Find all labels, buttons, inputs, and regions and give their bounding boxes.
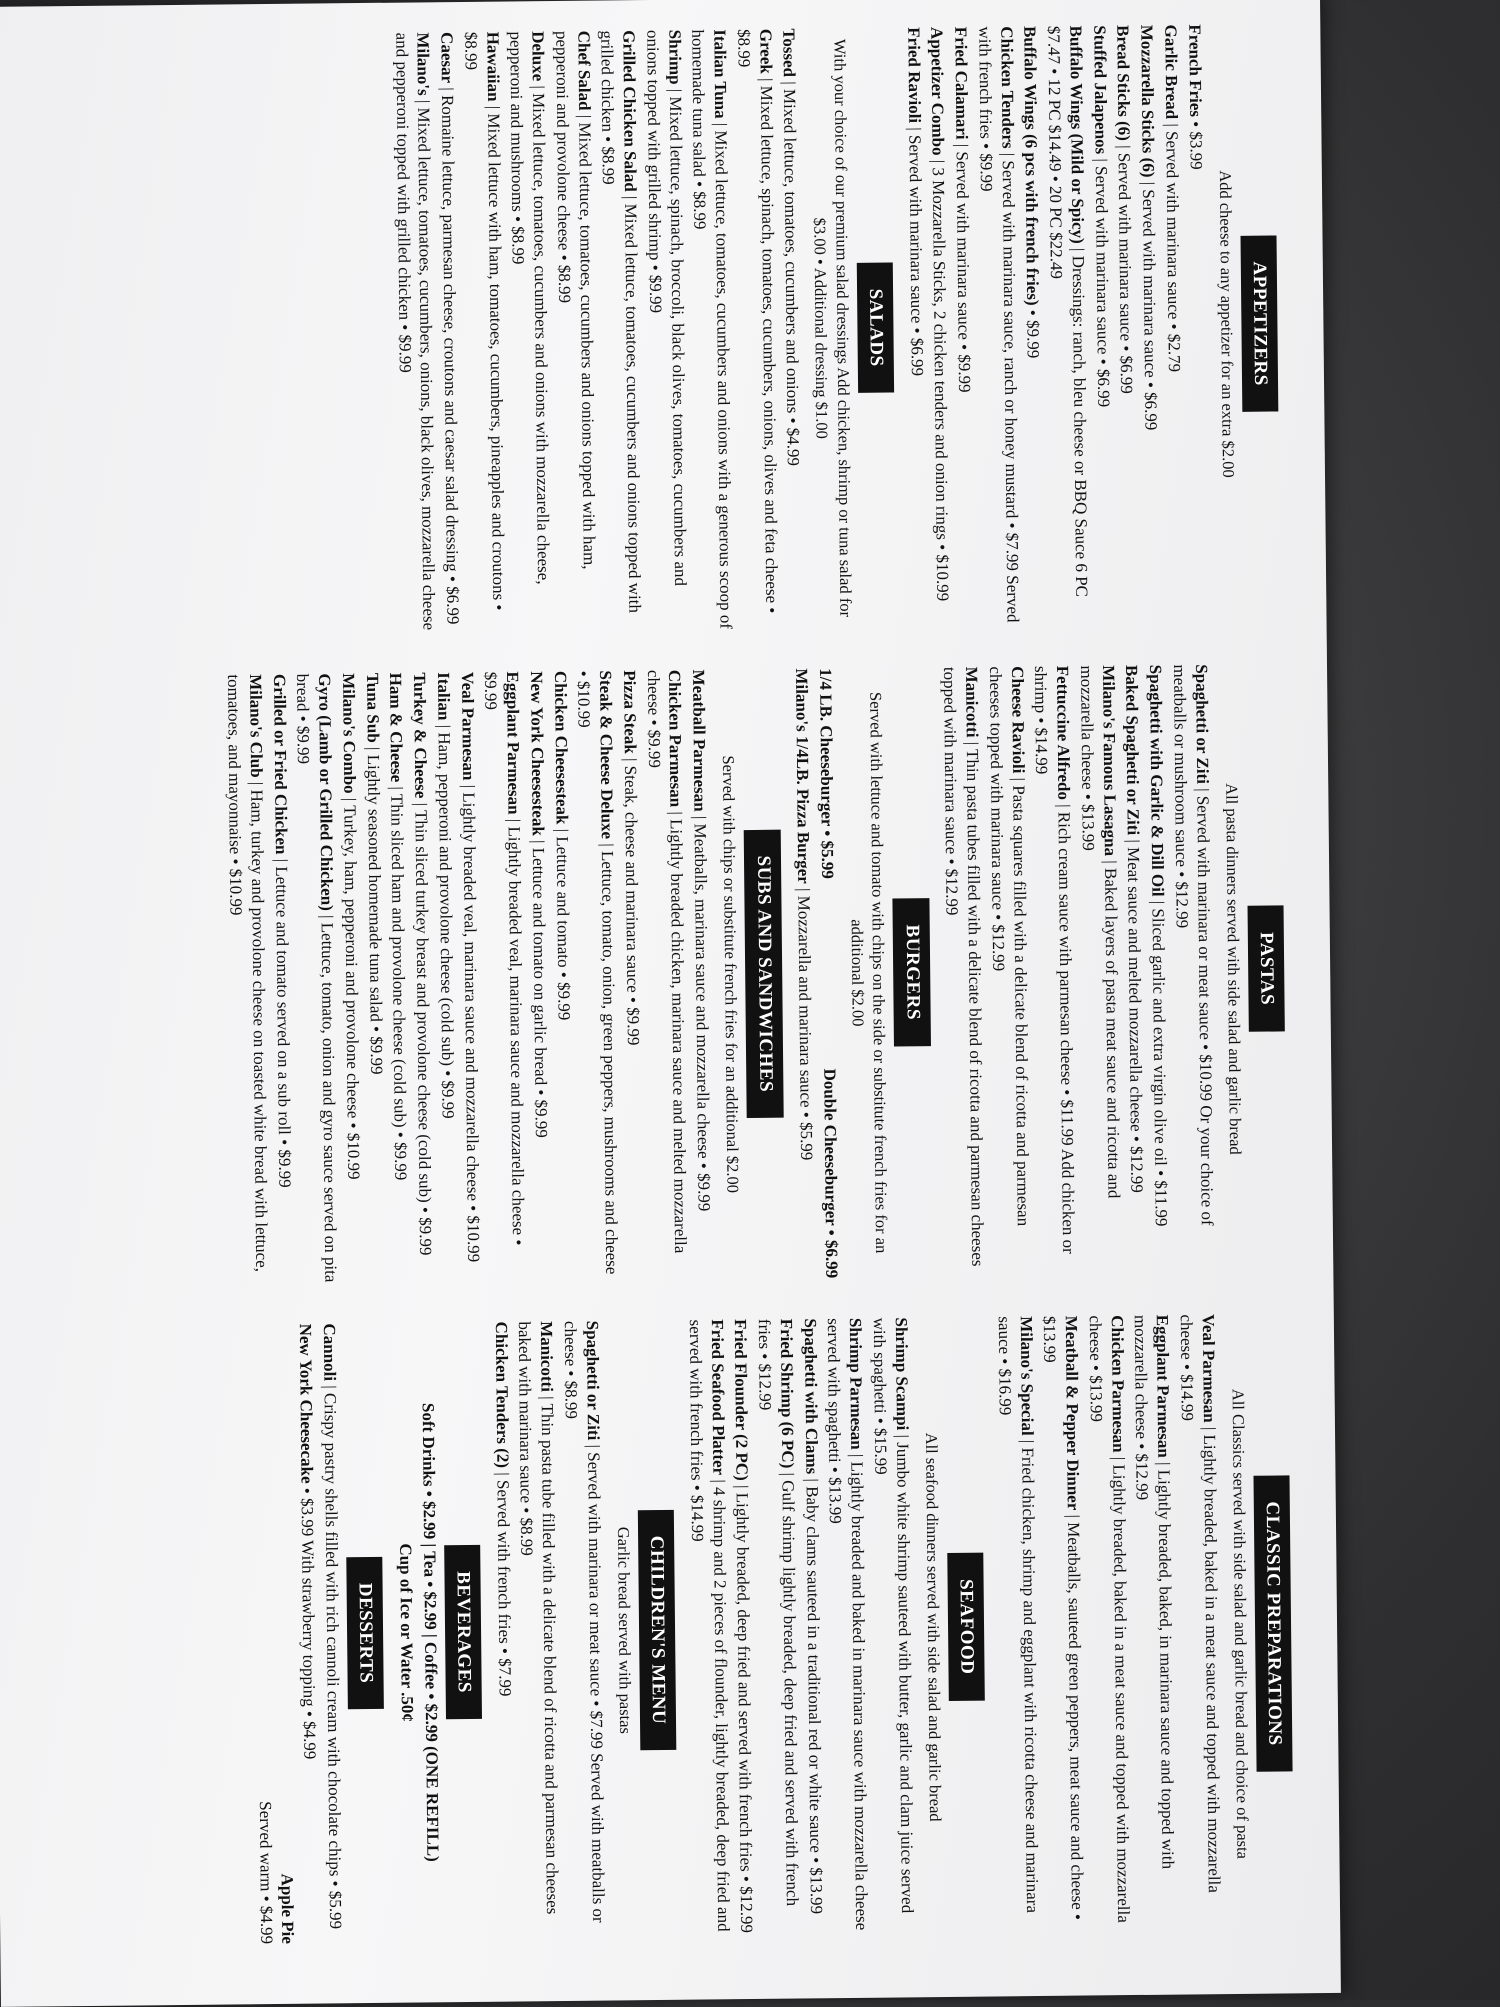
menu-item-name: Milano's Special xyxy=(1016,1316,1037,1436)
menu-item-name: Fried Ravioli xyxy=(903,27,924,124)
menu-item-name: Fettuccine Alfredo xyxy=(1053,665,1074,801)
menu-item-name: Bread Sticks (6) xyxy=(1113,24,1134,141)
menu-item-name: Caesar xyxy=(437,32,457,84)
menu-item-desc: | Mixed lettuce, tomatoes, cucumbers and onions with mozzarella cheese, pepperoni and mushrooms • $8.99 xyxy=(506,31,554,585)
menu-item-desc: | Rich cream sauce with parmesan cheese • $11.99 Add chicken or shrimp • $14.99 xyxy=(1031,665,1079,1254)
seafood-note: All seafood dinners served with side salad and garlic bread xyxy=(921,1432,945,1822)
menu-item-name: Chef Salad xyxy=(573,30,594,111)
menu-item xyxy=(642,670,692,1280)
menu-item-desc: | Crispy pastry shells filled with rich cannoli cream with chocolate chips • $5.99 xyxy=(320,1380,346,1930)
classic-header: CLASSIC PREPARATIONS xyxy=(1253,1475,1292,1772)
desserts-section xyxy=(249,1323,391,1944)
appetizers-section xyxy=(902,23,1284,627)
children-header: CHILDREN'S MENU xyxy=(638,1510,677,1751)
left-column xyxy=(382,23,1284,632)
menu-item-desc: | Mixed lettuce, spinach, broccoli, black olives, tomatoes, cucumbers and onions topped with grilled shrimp • $9.99 xyxy=(643,29,690,587)
menu-item-desc: | Served with marinara sauce • $6.99 xyxy=(1091,154,1113,408)
menu-item-desc: | Mozzarella and marinara sauce • $5.99 xyxy=(794,883,817,1161)
seafood-list xyxy=(684,1317,918,1939)
appetizers-header: APPETIZERS xyxy=(1240,235,1278,412)
menu-item xyxy=(822,1318,872,1938)
menu-item-desc: | Served with french fries • $7.99 xyxy=(493,1467,515,1697)
menu-item xyxy=(939,667,989,1277)
menu-item-desc: | Gulf shrimp lightly breaded, deep fried and served with french fries • $12.99 xyxy=(754,1318,802,1907)
menu-item-name: Turkey & Cheese xyxy=(410,672,431,799)
menu-item-name: Chicken Cheesesteak xyxy=(550,670,572,825)
menu-item-name: Spaghetti with Clams xyxy=(800,1318,822,1475)
menu-item-name: Milano's Club xyxy=(245,674,266,778)
salads-note: With your choice of our premium salad dressings Add chicken, shrimp or tuna salad for $3.00 • Additional dressing $1.00 xyxy=(810,38,855,618)
beverages-header: BEVERAGES xyxy=(444,1545,482,1719)
menu-item-desc: | Lightly breaded veal, marinara sauce and mozzarella cheese • $10.99 xyxy=(458,780,483,1263)
menu-item xyxy=(684,1319,734,1939)
menu-item xyxy=(687,669,715,1279)
children-note: Garlic bread served with pastas xyxy=(613,1526,635,1734)
menu-item-name: Baked Spaghetti or Ziti xyxy=(1122,664,1144,836)
seafood-header: SEAFOOD xyxy=(947,1553,985,1701)
salads-list xyxy=(390,28,806,632)
menu-item-desc: | Lettuce, tomato, onion, green peppers, mushrooms and cheese • $10.99 xyxy=(574,670,622,1275)
menu-item-desc: | Meat sauce and melted mozzarella cheese • $12.99 xyxy=(1124,835,1147,1193)
menu-item xyxy=(993,1316,1043,1936)
menu-item xyxy=(1038,1316,1088,1936)
menu-item-name: Shrimp Scampi xyxy=(891,1317,912,1431)
menu-item-desc: | Lettuce and tomato on garlic bread • $9.99 xyxy=(528,835,551,1138)
seafood-section xyxy=(684,1317,991,1940)
pastas-note: All pasta dinners served with side salad and garlic bread xyxy=(1221,783,1245,1155)
menu-item-name: Grilled or Fried Chicken xyxy=(269,673,291,855)
menu-item-desc: | Served with marinara or meat sauce • $7.99 Served with meatballs or cheese • $8.99 xyxy=(560,1320,608,1923)
menu-item-desc: • $9.99 xyxy=(1023,305,1044,359)
menu-item-desc: | Served with marinara sauce • $6.99 xyxy=(904,122,927,377)
menu-item-desc: | Served with marinara or meat sauce • $10.99 Or your choice of meatballs or mushroom sauce • $12.99 xyxy=(1169,664,1217,1226)
subs-header: SUBS AND SANDWICHES xyxy=(744,829,783,1118)
menu-item-name: Shrimp xyxy=(664,29,685,85)
menu-item-name: Meatball & Pepper Dinner xyxy=(1061,1315,1083,1511)
menu-item-desc: | Lettuce and tomato served on a sub roll • $9.99 xyxy=(271,854,295,1188)
menu-item-desc: | Served with marinara sauce • $2.79 xyxy=(1162,119,1184,373)
menu-item xyxy=(292,673,342,1283)
classic-list xyxy=(993,1314,1225,1936)
menu-item-desc: | Lightly breaded veal, marinara sauce and mozzarella cheese • $9.99 xyxy=(481,671,529,1246)
menu-item-desc: | Lightly seasoned homemade tuna salad • $9.99 xyxy=(363,742,386,1075)
menu-item-name: Veal Parmesan xyxy=(1198,1314,1219,1423)
menu-item-name: Fried Flounder (2 PC) xyxy=(731,1319,752,1481)
menu-item xyxy=(1030,666,1080,1276)
menu-item-name: Fried Seafood Platter xyxy=(707,1319,729,1476)
menu-item-desc: | Thin sliced ham and provolone cheese (cold sub) • $9.99 xyxy=(387,782,411,1181)
menu-item xyxy=(641,30,691,630)
subs-list xyxy=(222,669,715,1284)
menu-item-name: Mozzarella Sticks (6) xyxy=(1137,24,1158,178)
subs-section xyxy=(222,669,789,1285)
menu-item-desc: | Jumbo white shrimp sauteed with butter, garlic and clam juice served with spaghetti • $15.99 xyxy=(869,1317,917,1914)
menu-item-desc: | Lettuce, tomato, onion and gyro sauce served on pita bread • $9.99 xyxy=(293,673,341,1283)
menu-item xyxy=(753,1319,803,1939)
menu-item-name: Garlic Bread xyxy=(1161,24,1182,120)
menu-item-name: Shrimp Parmesan xyxy=(845,1317,867,1450)
menu-item-name: Buffalo Wings (6 pcs with french fries) xyxy=(1020,25,1043,306)
menu-item xyxy=(1075,665,1125,1275)
menu-item-name: Manicotti xyxy=(962,666,982,738)
menu-item-name: Cheese Ravioli xyxy=(1007,666,1028,774)
classic-section xyxy=(993,1313,1298,1936)
menu-item-desc: | Mixed lettuce, spinach, tomatoes, cucumbers, onions, olives and feta cheese • $8.99 xyxy=(734,28,781,614)
salads-header: SALADS xyxy=(856,262,894,392)
beverages-section xyxy=(392,1322,488,1943)
menu-item-name: Veal Parmesan xyxy=(457,671,478,781)
menu-item-desc: | Lightly breaded and baked in marinara sauce with mozzarella cheese served with spaghetti • $13.99 xyxy=(824,1318,872,1931)
menu-item-desc: | Baked layers of pasta meat sauce and ricotta and mozzarella cheese • $13.99 xyxy=(1076,665,1124,1199)
menu-item-desc: | Mixed lettuce, tomatoes, cucumbers and onions topped with ham, pepperoni and provolone cheese • $8.99 xyxy=(552,30,599,570)
burgers-section xyxy=(791,667,937,1278)
menu-item-name: Fried Shrimp (6 PC) xyxy=(776,1318,798,1469)
menu-item-desc: | Served with marinara sauce • $6.99 xyxy=(1114,140,1137,394)
menu-item xyxy=(514,1321,564,1941)
menu-item-desc: | Mixed lettuce, tomatoes, cucumbers and onions topped with grilled chicken • $8.99 xyxy=(597,30,645,614)
menu-item-desc: | Served with marinara sauce • $6.99 xyxy=(1138,177,1161,431)
menu-item-name: Manicotti xyxy=(537,1321,557,1393)
children-section xyxy=(490,1320,683,1942)
menu-item-name: Steak & Cheese Deluxe xyxy=(596,670,617,840)
classic-note: All Classics served with side salad and garlic bread and choice of pasta xyxy=(1228,1388,1253,1860)
menu-item-name: Eggplant Parmesan xyxy=(1152,1314,1174,1458)
menu-item-name: Stuffed Jalapenos xyxy=(1089,25,1111,155)
menu-item xyxy=(1183,24,1211,624)
menu-item-name: Tuna Sub xyxy=(362,672,383,743)
menu-item xyxy=(973,26,1023,626)
menu-item-desc: | Served with marinara sauce, ranch or honey mustard • $7.99 Served with french fries • $9.99 xyxy=(975,26,1023,623)
menu-item-desc: | Meatballs, marinara sauce and mozzarella cheese • $9.99 xyxy=(690,811,714,1212)
menu-item xyxy=(868,1317,918,1937)
double-cheeseburger-item: Double Cheeseburger • $6.99 xyxy=(820,1068,842,1279)
menu-item-name: New York Cheesesteak xyxy=(526,671,548,836)
menu-item-name: Italian Tuna xyxy=(710,29,731,119)
menu-item-desc: | Pasta squares filled with a delicate blend of ricotta and parmesan cheeses topped with marinara sauce • $12.99 xyxy=(985,666,1033,1227)
menu-item-name: Gyro (Lamb or Grilled Chicken) xyxy=(315,673,337,911)
menu-item-name: Appetizer Combo xyxy=(927,26,948,156)
menu-item-desc: | Ham, turkey and provolone cheese on toasted white bread with lettuce, tomatoes, and mayonnaise • $10.99 xyxy=(224,674,272,1273)
appetizers-note: Add cheese to any appetizer for an extra $2.00 xyxy=(1215,170,1238,478)
menu-item-desc: | Thin pasta tubes filled with a delicate blend of ricotta and parmesan cheeses topped with marinara sauce • $12.99 xyxy=(940,666,988,1267)
pastas-section xyxy=(939,663,1292,1277)
menu-item xyxy=(732,29,782,629)
middle-column xyxy=(214,663,1291,1284)
menu-item-name: Spaghetti or Ziti xyxy=(1191,664,1212,784)
menu-item-desc: | Thin sliced turkey breast and provolone cheese (cold sub) • $9.99 xyxy=(411,798,436,1256)
children-list xyxy=(490,1321,609,1942)
menu-item-name: Deluxe xyxy=(528,31,548,82)
menu-item xyxy=(559,1321,609,1941)
menu-item-name: Ham & Cheese xyxy=(386,672,407,783)
menu-item xyxy=(687,29,737,629)
menu-item-name: Milano's Combo xyxy=(338,673,360,794)
menu-item-desc: | 4 shrimp and 2 pieces of flounder, lightly breaded, deep fried and served with french fries • $14.99 xyxy=(685,1319,733,1932)
menu-item xyxy=(1043,25,1093,625)
menu-item-desc: | Turkey, ham, pepperoni and provolone cheese • $10.99 xyxy=(340,793,364,1180)
menu-item-name: Chicken Parmesan xyxy=(665,669,686,808)
menu-item xyxy=(778,28,806,628)
menu-item-desc: | Lightly breaded, deep fried and served with french fries • $12.99 xyxy=(732,1480,757,1934)
menu-item-desc: | Baby clams sauteed in a traditional red or white sauce • $13.99 xyxy=(802,1474,826,1915)
menu-item-desc: | Fried chicken, shrimp and eggplant with ricotta cheese and marinara sauce • $16.99 xyxy=(994,1316,1042,1914)
menu-item-desc: | Meatballs, sauteed green peppers, meat sauce and cheese • $13.99 xyxy=(1040,1315,1088,1921)
menu-item xyxy=(459,32,509,632)
menu-item-desc: | Lightly breaded, baked in a meat sauce and topped with mozzarella cheese • $13.99 xyxy=(1085,1315,1133,1923)
pastas-header: PASTAS xyxy=(1247,906,1285,1031)
appetizers-list xyxy=(902,24,1211,627)
menu-item-desc: • $3.99 xyxy=(1185,116,1206,170)
salads-section xyxy=(390,27,900,632)
menu-item xyxy=(222,674,272,1284)
menu-item xyxy=(573,670,623,1280)
apple-pie-name: Apple Pie xyxy=(277,1873,298,1944)
menu-item xyxy=(550,31,600,631)
menu-item-name: Milano's xyxy=(413,32,434,96)
menu-item xyxy=(390,32,440,632)
menu-item-name: Cannoli xyxy=(319,1323,340,1382)
apple-pie-desc: Served warm • $4.99 xyxy=(255,1801,276,1945)
menu-item xyxy=(480,671,530,1281)
menu-item-name: Chicken Tenders xyxy=(996,26,1018,149)
menu-item-name: Chicken Tenders (2) xyxy=(491,1321,513,1469)
menu-item-desc: | Lightly breaded, baked in a meat sauce and topped with mozzarella cheese • $14.99 xyxy=(1176,1314,1224,1894)
menu-item-desc: | Served with marinara sauce • $9.99 xyxy=(952,139,975,393)
menu-item xyxy=(505,31,555,631)
menu-item xyxy=(596,30,646,630)
menu-item-name: Hawaiian xyxy=(482,31,503,102)
menu-item-name: Tossed xyxy=(779,28,800,78)
menu-item-desc: | Mixed lettuce, tomatoes, cucumbers and onions • $4.99 xyxy=(780,76,804,467)
menu-item-name: Greek xyxy=(755,28,776,74)
burgers-header: BURGERS xyxy=(893,898,931,1046)
menu-item-name: Chicken Parmesan xyxy=(1107,1315,1128,1453)
cheeseburger-item: 1/4 LB. Cheeseburger • $5.99 xyxy=(816,668,838,879)
ice-water-line: Cup of Ice or Water .50¢ xyxy=(396,1543,417,1722)
menu-item-name: Spaghetti with Garlic & Dill Oil xyxy=(1146,664,1168,897)
menu-item xyxy=(1084,1315,1134,1935)
menu-item-name: Milano's 1/4LB. Pizza Burger xyxy=(792,668,814,884)
burger-line xyxy=(814,668,842,1278)
menu-item-desc: | Sliced garlic and extra virgin olive oil • $11.99 xyxy=(1148,896,1171,1227)
menu-item-desc: | Mixed lettuce, tomatoes, cucumbers and onions with a generous scoop of homemade tuna salad • $8.99 xyxy=(688,29,736,630)
menu-item-desc: | Lightly breaded, baked, in marinara sauce and topped with mozzarella cheese • $12.99 xyxy=(1131,1314,1178,1870)
menu-item-desc: | Mixed lettuce, tomatoes, cucumbers, onions, black olives, mozzarella cheese and pepperoni topped with grilled chicken • $9.99 xyxy=(391,32,439,631)
menu-item-desc: | Ham, pepperoni and provolone cheese (cold sub) • $9.99 xyxy=(434,720,458,1119)
menu-item-desc: | Thin pasta tube filled with a delicate blend of ricotta and parmesan cheeses baked with marinara sauce • $8.99 xyxy=(515,1321,563,1915)
menu-item-desc: | 3 Mozzarella Sticks, 2 chicken tenders and onion rings • $10.99 xyxy=(928,155,953,602)
menu-item-desc: | Dressings: ranch, bleu cheese or BBQ Sauce 6 PC $7.47 • 12 PC $14.49 • 20 PC $22.49 xyxy=(1044,25,1092,598)
menu-item-desc: | Lettuce and tomato • $9.99 xyxy=(552,824,574,1021)
menu-item-name: Italian xyxy=(433,672,454,721)
burgers-note: Served with lettuce and tomato with chips on the side or substitute french fries for an additional $2.00 xyxy=(847,691,892,1254)
menu-item-name: Spaghetti or Ziti xyxy=(582,1320,603,1441)
menu-item-desc: | Mixed lettuce with ham, tomatoes, cucumbers, pineapples and croutons • $8.99 xyxy=(461,31,508,611)
menu-item-name: Milano's Famous Lasagna xyxy=(1098,665,1120,857)
menu-item xyxy=(1168,664,1218,1274)
pastas-list xyxy=(939,664,1218,1277)
menu-item xyxy=(1129,1315,1179,1935)
apple-pie-item xyxy=(249,1324,299,1944)
menu-item-desc: | Lightly breaded chicken, marinara sauce and melted mozzarella cheese • $9.99 xyxy=(643,669,691,1254)
beverages-line: Soft Drinks • $2.99 | Tea • $2.99 | Coffee • $2.99 (ONE REFILL) xyxy=(418,1402,443,1862)
desserts-list xyxy=(294,1323,346,1943)
menu-item xyxy=(984,666,1034,1276)
menu-item-name: Meatball Parmesan xyxy=(689,669,710,812)
subs-note: Served with chips or substitute french fries for an additional $2.00 xyxy=(719,755,743,1194)
menu-item-name: Buffalo Wings (Mild or Spicy) xyxy=(1066,25,1088,244)
menu-item-desc: • $3.99 With strawberry topping • $4.99 xyxy=(297,1483,320,1760)
menu-item-name: French Fries xyxy=(1184,24,1205,118)
menu-item-name: New York Cheesecake xyxy=(295,1323,317,1484)
right-column xyxy=(241,1313,1299,1944)
menu-item-name: Eggplant Parmesan xyxy=(503,671,524,815)
desserts-header: DESSERTS xyxy=(346,1557,384,1710)
menu-item-name: Fried Calamari xyxy=(951,26,972,140)
menu-item-desc: | Steak, cheese and marinara sauce • $9.99 xyxy=(620,753,643,1046)
menu-item-name: Grilled Chicken Salad xyxy=(619,30,641,192)
menu-item-name: Pizza Steak xyxy=(619,670,640,754)
menu-item-desc: | Romaine lettuce, parmesan cheese, croutons and caesar salad dressing • $6.99 xyxy=(437,83,463,625)
menu-item xyxy=(1175,1314,1225,1934)
